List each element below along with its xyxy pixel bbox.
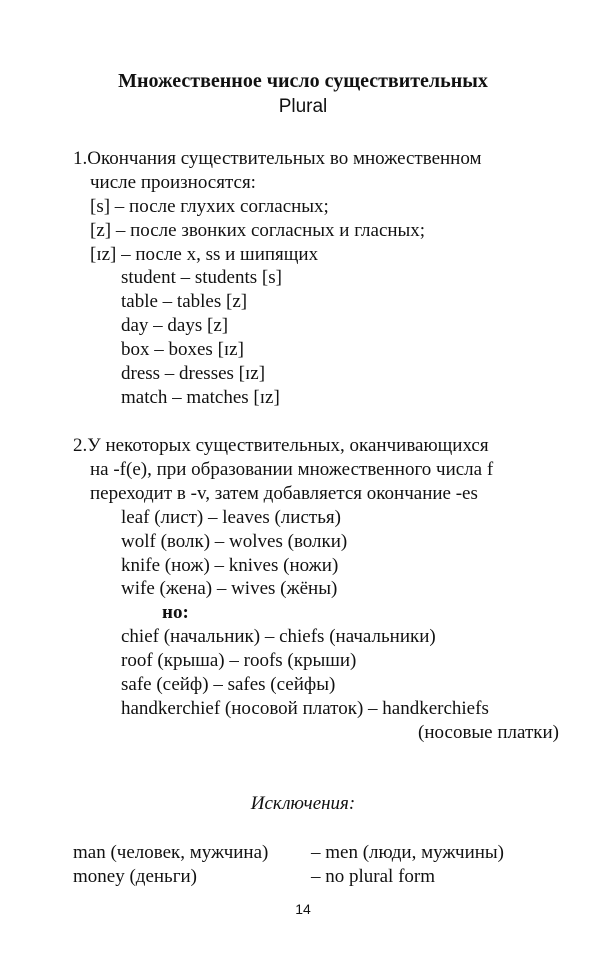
example-item: table – tables [z] <box>121 291 248 312</box>
page-subtitle: Plural <box>278 96 328 117</box>
example-item: match – matches [ɪz] <box>121 387 280 408</box>
section-1-number: 1. <box>73 148 88 169</box>
example-item: box – boxes [ɪz] <box>121 339 244 360</box>
section-1-intro-1: Окончания существительных во множественном <box>87 148 482 169</box>
section-2-intro-2: на -f(e), при образовании множественного числа f <box>90 459 494 480</box>
section-1-line-1 <box>73 149 482 168</box>
rule-z: [z] – после звонких согласных и гласных; <box>90 220 426 241</box>
page-title: Множественное число существительных <box>118 70 488 92</box>
section-2-intro-3: переходит в -v, затем добавляется окончание -es <box>90 483 478 504</box>
section-2-intro-1: У некоторых существительных, оканчивающихся <box>87 435 489 456</box>
exception-example-continuation: (носовые платки) <box>418 722 559 743</box>
example-item: dress – dresses [ɪz] <box>121 363 266 384</box>
example-item: day – days [z] <box>121 315 229 336</box>
exceptions-title: Исключения: <box>250 793 356 814</box>
section-2-number: 2. <box>73 435 88 456</box>
exception-plural: – men (люди, мужчины) <box>311 842 504 863</box>
page-number: 14 <box>295 901 311 917</box>
example-item: student – students [s] <box>121 267 282 288</box>
section-2-line-1 <box>73 436 489 455</box>
example-item: wolf (волк) – wolves (волки) <box>121 531 348 552</box>
exception-singular: man (человек, мужчина) <box>73 842 269 863</box>
rule-iz: [ɪz] – после x, ss и шипящих <box>90 244 319 265</box>
exception-example: safe (сейф) – safes (сейфы) <box>121 674 336 695</box>
exception-singular: money (деньги) <box>73 866 198 887</box>
exception-plural: – no plural form <box>311 866 436 887</box>
example-item: wife (жена) – wives (жёны) <box>121 578 338 599</box>
section-1-intro-2: числе произносятся: <box>90 172 256 193</box>
example-item: knife (нож) – knives (ножи) <box>121 555 339 576</box>
rule-s: [s] – после глухих согласных; <box>90 196 329 217</box>
exception-example: chief (начальник) – chiefs (начальники) <box>121 626 436 647</box>
but-label: но: <box>162 602 189 623</box>
exception-example: handkerchief (носовой платок) – handkerchiefs <box>121 698 489 719</box>
exception-example: roof (крыша) – roofs (крыши) <box>121 650 357 671</box>
example-item: leaf (лист) – leaves (листья) <box>121 507 341 528</box>
